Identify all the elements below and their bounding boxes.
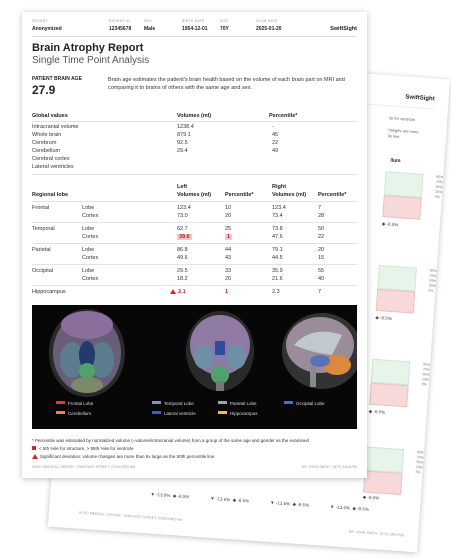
right-volume: 2.3	[272, 289, 280, 295]
section-heading: llum	[390, 157, 401, 165]
table-divider	[32, 222, 357, 223]
global-row-volume: 92.5	[177, 140, 188, 146]
region-name: Parietal	[32, 247, 51, 253]
patient-value: Anonymized	[32, 26, 62, 32]
global-row-volume: 29.4	[177, 148, 188, 154]
regional-header-left: Left	[177, 184, 188, 190]
delta-value: ◆ -8.5%	[381, 221, 399, 228]
sex-label: SEX	[144, 19, 152, 23]
left-percentile: 10	[225, 205, 232, 211]
right-volume: 47.6	[272, 234, 283, 240]
left-percentile: 44	[225, 247, 232, 253]
sex-value: Male	[144, 26, 156, 32]
legend-swatch	[56, 401, 65, 404]
global-row-percentile: 49	[272, 148, 279, 154]
global-row-name: Whole brain	[32, 132, 62, 138]
footer-doctor: DR. JOHN SMITH · (872) 345-6789	[301, 465, 357, 469]
table-divider	[32, 243, 357, 244]
regional-header-right: Right	[272, 184, 287, 190]
delta-value: ▼ -13.6% ◆ -8.5%	[329, 504, 370, 512]
region-name: Frontal	[32, 205, 50, 211]
left-percentile: 20	[225, 276, 232, 282]
table-divider	[32, 285, 357, 286]
percentile-chart: 95% 75% 50% 25% 5%	[369, 359, 410, 408]
left-volume-flagged: 39.6	[179, 234, 190, 240]
brand-logo: SwiftSight	[330, 26, 357, 32]
delta-value: ◆ -8.5%	[375, 314, 392, 321]
global-header-percentile: Percentile*	[269, 113, 298, 119]
table-divider	[32, 264, 357, 265]
note-snippet: ile line	[387, 133, 400, 140]
legend-swatch	[218, 411, 227, 414]
brain-age-description: Brain age estimates the patient's brain health based on the volume of each brain part on MRI and comparing it to brains of others with the same age and sex.	[108, 77, 345, 91]
global-row-name: Cerebellum	[32, 148, 61, 154]
delta-value: ▼ -13.6% ◆ -8.5%	[269, 499, 310, 508]
left-volume: 123.4	[177, 205, 191, 211]
region-part: Cortex	[82, 276, 99, 282]
region-name: Temporal	[32, 226, 55, 232]
legend-swatch	[56, 411, 65, 414]
birth-date-label: BIRTH DATE	[182, 19, 205, 23]
left-percentile: 20	[225, 213, 232, 219]
scan-date-value: 2025-01-20	[256, 26, 282, 32]
global-row-name: Cerebral cortex	[32, 156, 70, 162]
right-percentile: 7	[318, 289, 322, 295]
global-row-volume: 879.1	[177, 132, 191, 138]
global-row-volume: 1238.4	[177, 124, 194, 130]
right-volume: 35.9	[272, 268, 283, 274]
legend-item-hippocampus: Hippocampus	[218, 411, 258, 416]
right-percentile: 20	[318, 247, 325, 253]
global-row-name: Lateral ventricles	[32, 164, 74, 170]
left-percentile-flagged: 1	[227, 234, 231, 240]
global-row-percentile: 22	[272, 140, 279, 146]
brain-age-label: PATIENT BRAIN AGE	[32, 76, 82, 82]
regional-header-lobe: Regional lobe	[32, 192, 69, 198]
right-volume: 21.6	[272, 276, 283, 282]
header-divider	[32, 36, 357, 37]
region-part: Lobe	[82, 205, 95, 211]
left-volume-flagged: 2.1	[170, 289, 186, 295]
left-volume: 49.6	[177, 255, 188, 261]
left-percentile-flagged: 1	[225, 289, 229, 295]
patient-id-value: 12345678	[109, 26, 132, 32]
regional-header-right-percentile: Percentile*	[318, 192, 347, 198]
regional-header-left-volume: Volumes (ml)	[177, 192, 212, 198]
delta-value: ◆ -8.5%	[362, 494, 380, 501]
percentile-chart: 95% 75% 50% 25% 5%	[363, 447, 404, 496]
delta-value: ◆ -8.5%	[368, 408, 386, 415]
age-value: 70Y	[220, 26, 229, 32]
global-row-percentile: 45	[272, 132, 279, 138]
region-name: Occipital	[32, 268, 54, 274]
delta-value: ▼ -13.6% ◆ -8.5%	[150, 491, 190, 500]
right-percentile: 28	[318, 213, 325, 219]
patient-label: PATIENT	[32, 19, 48, 23]
footer-doctor-back: DR. JOHN SMITH · (872) 345-6789	[348, 529, 405, 538]
table-divider	[32, 121, 357, 122]
patient-id-label: PATIENT ID	[109, 19, 130, 23]
right-volume: 73.4	[272, 213, 283, 219]
threshold-note: < 5th %ile for structure, > 95th %ile for ventricle	[32, 446, 134, 451]
legend-item-frontal: Frontal Lobe	[56, 401, 93, 406]
note-snippet: ile for ventricle	[389, 115, 416, 123]
left-percentile: 25	[225, 226, 232, 232]
right-percentile: 15	[318, 255, 325, 261]
legend-item-temporal: Temporal Lobe	[152, 401, 194, 406]
mri-segmentation-panel	[32, 305, 357, 429]
scan-date-label: SCAN DATE	[256, 19, 278, 23]
region-part: Lobe	[82, 226, 95, 232]
regional-header-left-percentile: Percentile*	[225, 192, 254, 198]
right-volume: 79.1	[272, 247, 283, 253]
region-part: Lobe	[82, 268, 95, 274]
right-volume: 73.8	[272, 226, 283, 232]
coronal-brain-image	[186, 311, 254, 391]
birth-date-value: 1954-12-01	[182, 26, 208, 32]
left-volume: 62.7	[177, 226, 188, 232]
table-divider	[32, 201, 357, 202]
report-page-front	[22, 12, 367, 478]
legend-swatch	[152, 411, 161, 414]
region-part: Cortex	[82, 255, 99, 261]
chart-ticks: 95% 75% 50% 25% 5%	[434, 174, 444, 200]
region-part: Cortex	[82, 213, 99, 219]
legend-swatch	[218, 401, 227, 404]
right-percentile: 55	[318, 268, 325, 274]
brain-age-value: 27.9	[32, 83, 56, 97]
warning-icon	[32, 454, 38, 459]
report-subtitle: Single Time Point Analysis	[32, 55, 150, 66]
global-header-name: Global values	[32, 113, 68, 119]
percentile-chart: 95% 75% 50% 25% 5%	[376, 265, 417, 314]
global-row-name: Intracranial volume	[32, 124, 79, 130]
right-volume: 123.4	[272, 205, 286, 211]
table-divider	[32, 174, 357, 175]
note-snippet: hanges are more	[388, 127, 419, 135]
deviation-note: Significant deviation: volume changes are more than 5x large as the 50th percentile line	[32, 454, 214, 459]
region-part: Cortex	[82, 234, 99, 240]
warning-icon	[170, 289, 176, 294]
left-volume: 18.2	[177, 276, 188, 282]
legend-swatch	[284, 401, 293, 404]
left-percentile: 33	[225, 268, 232, 274]
legend-item-occipital: Occipital Lobe	[284, 401, 325, 406]
region-part: Lobe	[82, 247, 95, 253]
legend-swatch	[152, 401, 161, 404]
brand-logo-back: SwiftSight	[405, 94, 435, 103]
legend-item-parietal: Parietal Lobe	[218, 401, 257, 406]
right-percentile: 22	[318, 234, 325, 240]
delta-value: ▼ -13.6% ◆ -8.5%	[210, 495, 250, 504]
left-volume: 73.0	[177, 213, 188, 219]
legend-item-lateral-ventricle: Lateral ventricle	[152, 411, 196, 416]
left-percentile: 43	[225, 255, 232, 261]
red-square-icon	[32, 446, 36, 450]
report-title: Brain Atrophy Report	[32, 42, 144, 54]
right-percentile: 40	[318, 276, 325, 282]
regional-header-right-volume: Volumes (ml)	[272, 192, 307, 198]
global-row-percentile: -	[272, 124, 274, 130]
global-header-volume: Volumes (ml)	[177, 113, 212, 119]
region-name: Hippocampus	[32, 289, 66, 295]
age-label: AGE	[220, 19, 228, 23]
footer-address: HCSC MEDICAL CENTER · 2348 EAST STREET, CONCORD MA	[32, 465, 136, 469]
left-volume: 29.5	[177, 268, 188, 274]
legend-item-cerebellum: Cerebellum	[56, 411, 91, 416]
right-percentile: 7	[318, 205, 322, 211]
percentile-chart	[382, 171, 444, 220]
sagittal-brain-image	[282, 313, 357, 389]
right-volume: 44.5	[272, 255, 283, 261]
footer-address-back: HCSC MEDICAL CENTER · 2348 EAST STREET, CONCORD MA	[78, 510, 183, 522]
percentile-footnote: * Percentile was estimated by normalized volume (=volume/intracranial volume) from a group of the same age and gender as the examined	[32, 438, 310, 443]
left-volume: 86.8	[177, 247, 188, 253]
axial-brain-image	[49, 309, 125, 397]
global-row-name: Cerebrum	[32, 140, 57, 146]
right-percentile: 50	[318, 226, 325, 232]
